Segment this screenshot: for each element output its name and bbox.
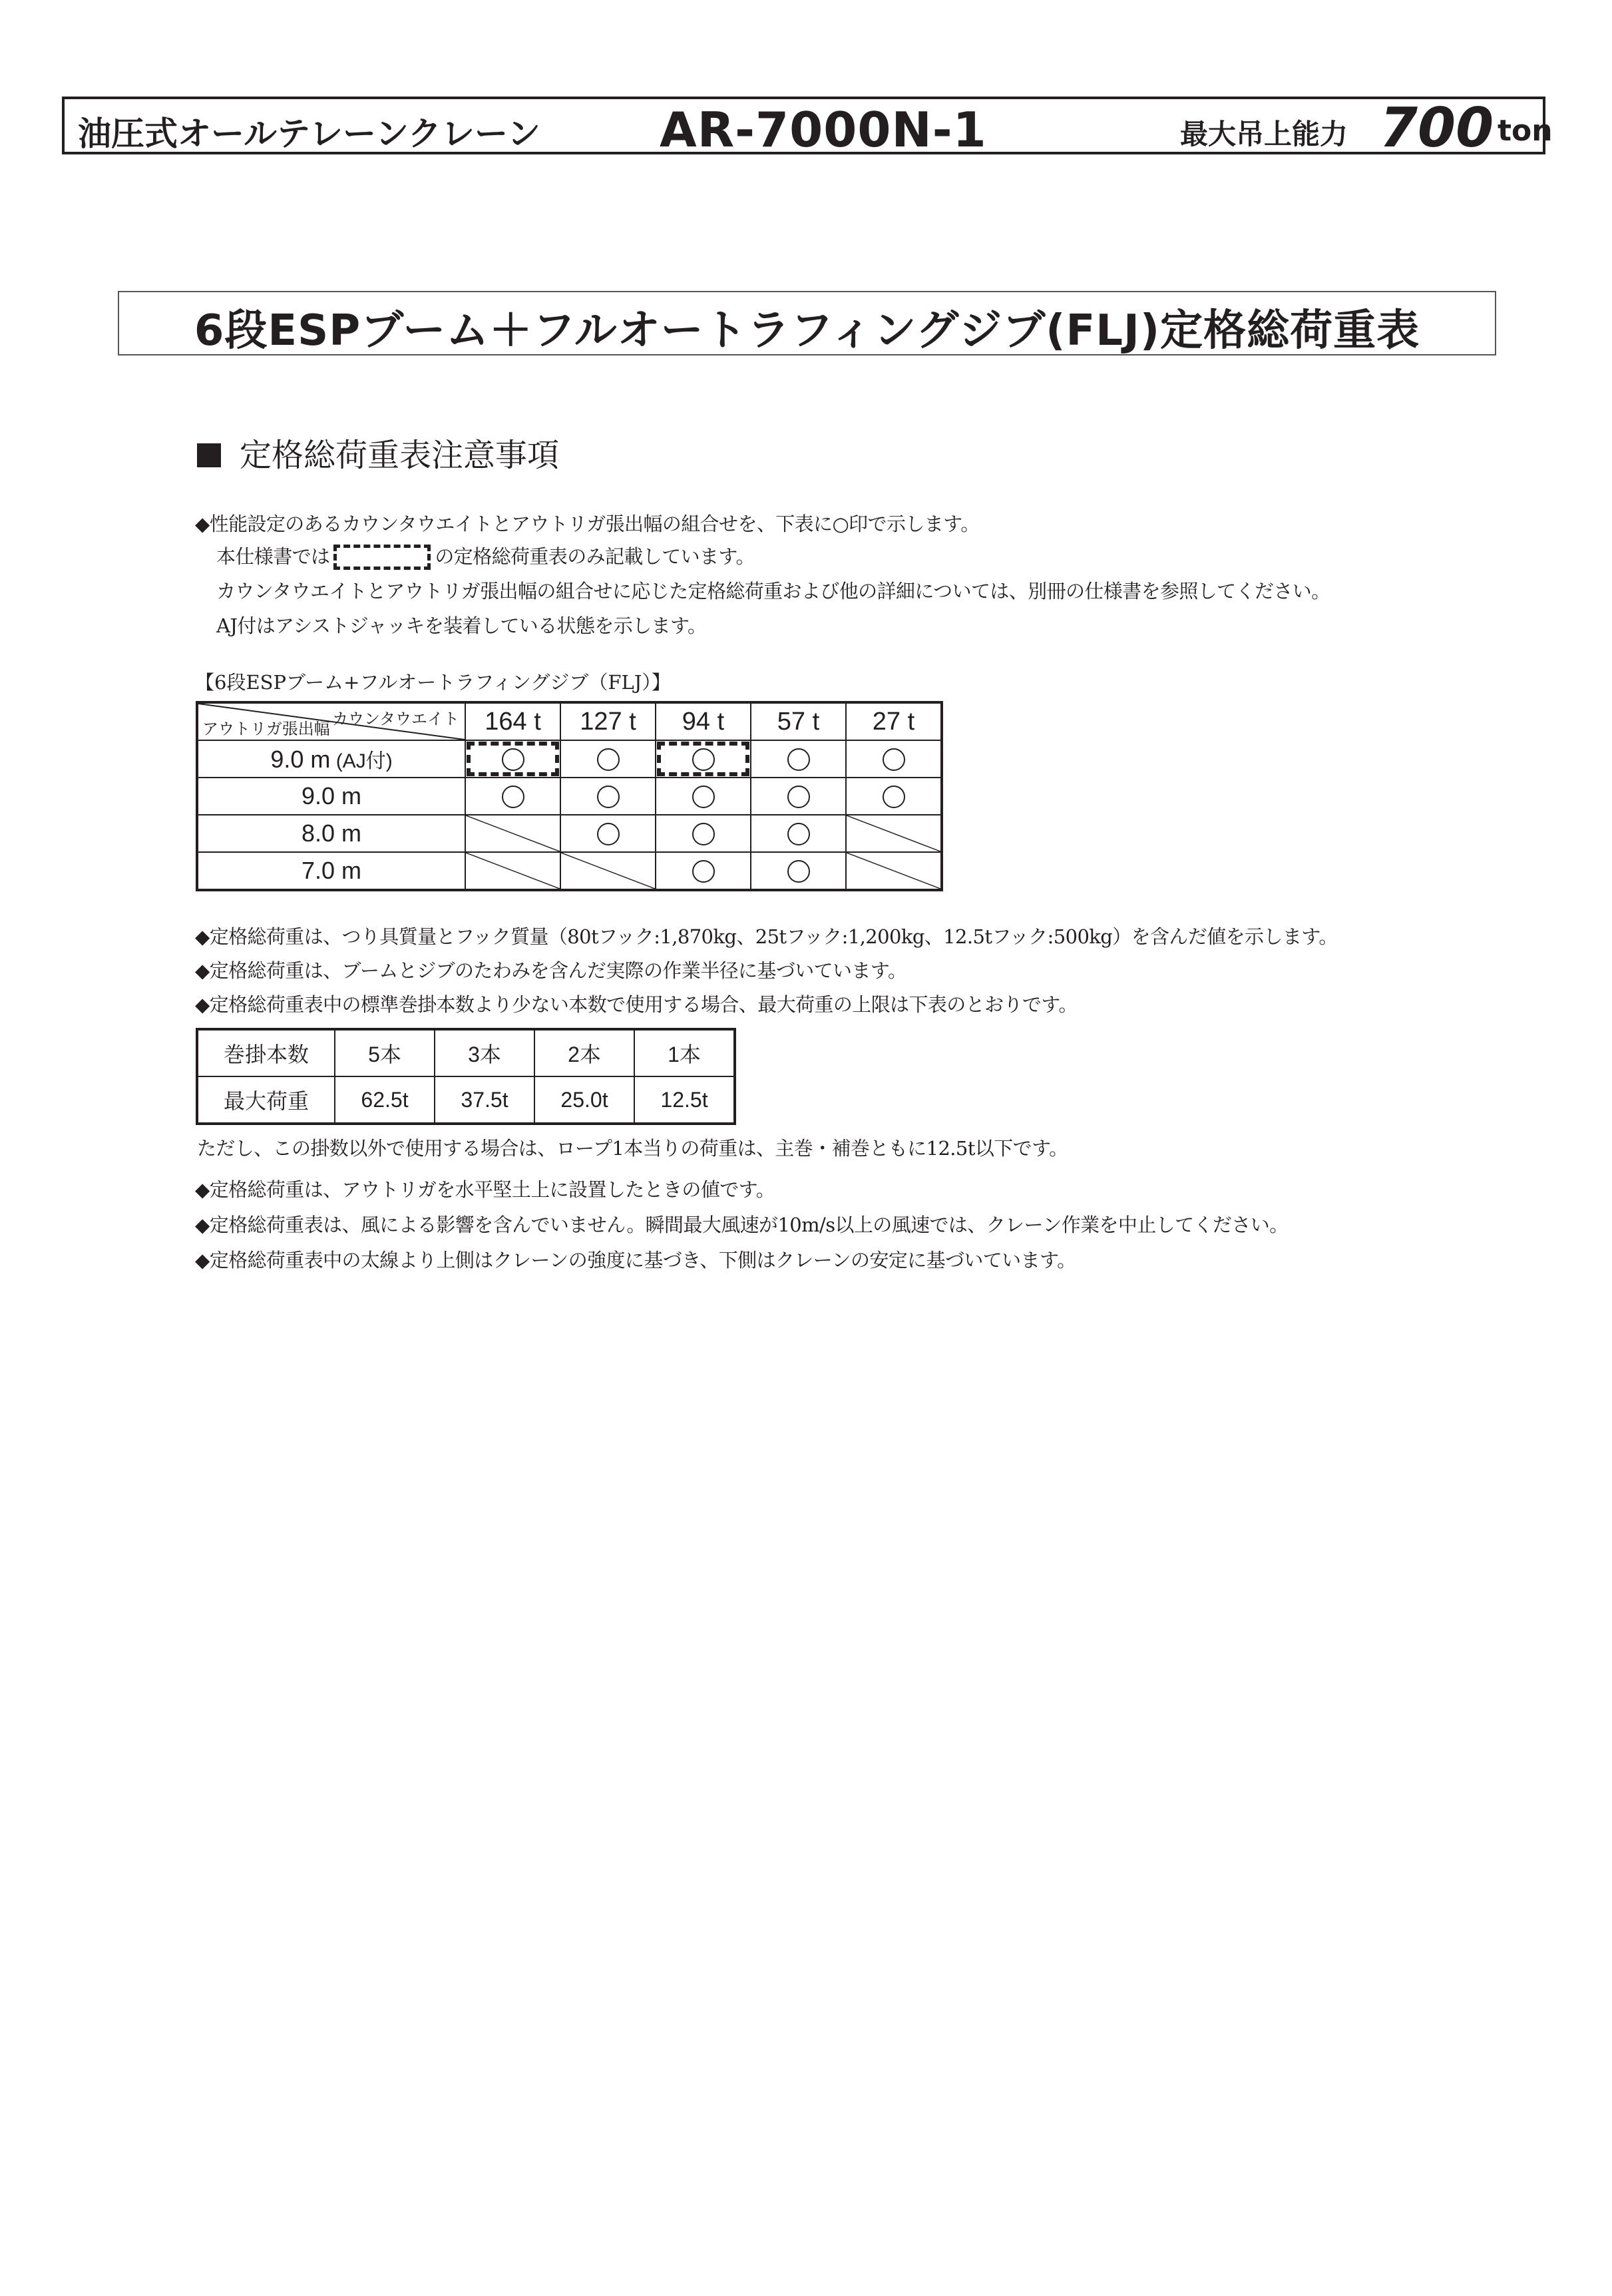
circle-mark-icon [502,786,524,808]
circle-mark-icon [692,860,715,883]
capacity-value: 700 [1380,97,1494,160]
circle-mark-icon [787,823,810,845]
outrigger-width-cell [197,740,465,778]
note-line: カウンタウエイトとアウトリガ張出幅の組合せに応じた定格総荷重および他の詳細については、別冊の仕様書を参照してください。 [216,580,1330,602]
note-fragment: の定格総荷重表のみ記載しています。 [435,545,755,568]
note-line: ◆性能設定のあるカウンタウエイトとアウトリガ張出幅の組合せを、下表に○印で示します。 [195,513,980,535]
circle-mark-icon [692,786,715,808]
diagonal-strike-icon [466,815,560,851]
model-number: AR-7000N-1 [660,102,987,158]
note-line: ◆定格総荷重表中の太線より上側はクレーンの強度に基づき、下側はクレーンの安定に基づいています。 [195,1249,1076,1271]
diagonal-strike-icon [847,853,940,889]
note-line: ◆定格総荷重は、ブームとジブのたわみを含んだ実際の作業半径に基づいています。 [195,959,907,982]
section-heading-text: 定格総荷重表注意事項 [240,437,560,474]
table-row [197,1029,735,1076]
table-cell: 2本 [534,1029,634,1076]
note-line: ◆定格総荷重は、アウトリガを水平堅土上に設置したときの値です。 [195,1178,775,1201]
note-line: ◆定格総荷重は、つり具質量とフック質量（80tフック:1,870kg、25tフック:1,200kg、12.5tフック:500kg）を含んだ値を示します。 [195,925,1338,948]
circle-mark-icon [787,786,810,808]
unavailable-cell [846,852,942,890]
available-cell [656,815,751,852]
table-row [197,740,942,778]
counterweight-label: カウンタウエイト [331,710,459,728]
diagonal-strike-icon [561,853,655,889]
outrigger-width-label: 8.0 m [301,819,362,847]
note-line: ◆定格総荷重表中の標準巻掛本数より少ない本数で使用する場合、最大荷重の上限は下表のとおりです。 [195,993,1078,1016]
page-title: 6段ESPブーム＋フルオートラフィングジブ(FLJ)定格総荷重表 [194,306,1420,355]
assist-jack-label: (AJ付) [330,750,393,772]
outrigger-label: アウトリガ張出幅 [202,720,330,738]
available-cell [656,778,751,815]
title-box [118,291,1496,355]
capacity-label: 最大吊上能力 [1180,118,1348,150]
table-cell: 3本 [435,1029,534,1076]
note-line: ◆定格総荷重表は、風による影響を含んでいません。瞬間最大風速が10m/s以上の風速では、クレーン作業を中止してください。 [195,1214,1289,1236]
available-cell [560,740,656,778]
outrigger-width-cell [197,852,465,890]
table-row [197,778,942,815]
circle-mark-icon [692,823,715,845]
table-cell: 37.5t [435,1076,534,1124]
unavailable-cell [465,815,560,852]
available-cell [751,852,846,890]
table-header-row [197,702,942,740]
table-header-cell: 巻掛本数 [197,1029,335,1076]
outrigger-width-label: 9.0 m [301,782,362,809]
available-cell [846,740,942,778]
table-header-cell: 最大荷重 [197,1076,335,1124]
note-line: AJ付はアシストジャッキを装着している状態を示します。 [216,614,707,637]
combo-table [196,701,943,891]
available-cell [846,778,942,815]
unavailable-cell [846,815,942,852]
available-cell [560,778,656,815]
line-count-table [196,1028,736,1125]
table-row [197,1076,735,1124]
available-cell [751,740,846,778]
circle-mark-icon [787,860,810,883]
table-row [197,815,942,852]
circle-mark-icon [787,748,810,771]
counterweight-header: 94 t [656,702,751,740]
available-cell-highlighted [656,740,751,778]
circle-mark-icon [692,748,715,771]
note-line [216,542,755,570]
circle-mark-icon [883,786,905,808]
circle-mark-icon [597,786,620,808]
circle-mark-icon [502,748,524,771]
counterweight-header: 57 t [751,702,846,740]
combo-table-caption: 【6段ESPブーム+フルオートラフィングジブ（FLJ）】 [195,671,671,694]
diagonal-strike-icon [466,853,560,889]
available-cell [560,815,656,852]
circle-mark-icon [597,823,620,845]
diagonal-strike-icon [847,815,940,851]
table-cell: 5本 [335,1029,435,1076]
circle-mark-icon [883,748,905,771]
outrigger-width-label: 7.0 m [301,857,362,884]
counterweight-header: 27 t [846,702,942,740]
circle-mark-icon [597,748,620,771]
table-cell: 25.0t [534,1076,634,1124]
counterweight-header: 127 t [560,702,656,740]
section-heading [197,429,559,475]
available-cell [751,815,846,852]
table-cell: 1本 [634,1029,735,1076]
table-cell: 62.5t [335,1076,435,1124]
counterweight-header: 164 t [465,702,560,740]
available-cell [656,852,751,890]
table-row [197,852,942,890]
table-corner-cell [197,702,465,740]
unavailable-cell [560,852,656,890]
header-box [62,97,1553,160]
outrigger-width-label: 9.0 m [270,746,331,773]
available-cell [465,778,560,815]
unavailable-cell [465,852,560,890]
capacity-unit: ton [1498,114,1553,148]
dashed-box-legend [333,545,431,570]
crane-type: 油圧式オールテレーンクレーン [78,115,540,153]
outrigger-width-cell [197,778,465,815]
available-cell-highlighted [465,740,560,778]
note-line: ただし、この掛数以外で使用する場合は、ロープ1本当りの荷重は、主巻・補巻ともに12.5t以下です。 [197,1137,1068,1160]
note-fragment: 本仕様書では [216,545,330,568]
available-cell [751,778,846,815]
square-bullet-icon [197,443,221,467]
outrigger-width-cell [197,815,465,852]
table-cell: 12.5t [634,1076,735,1124]
